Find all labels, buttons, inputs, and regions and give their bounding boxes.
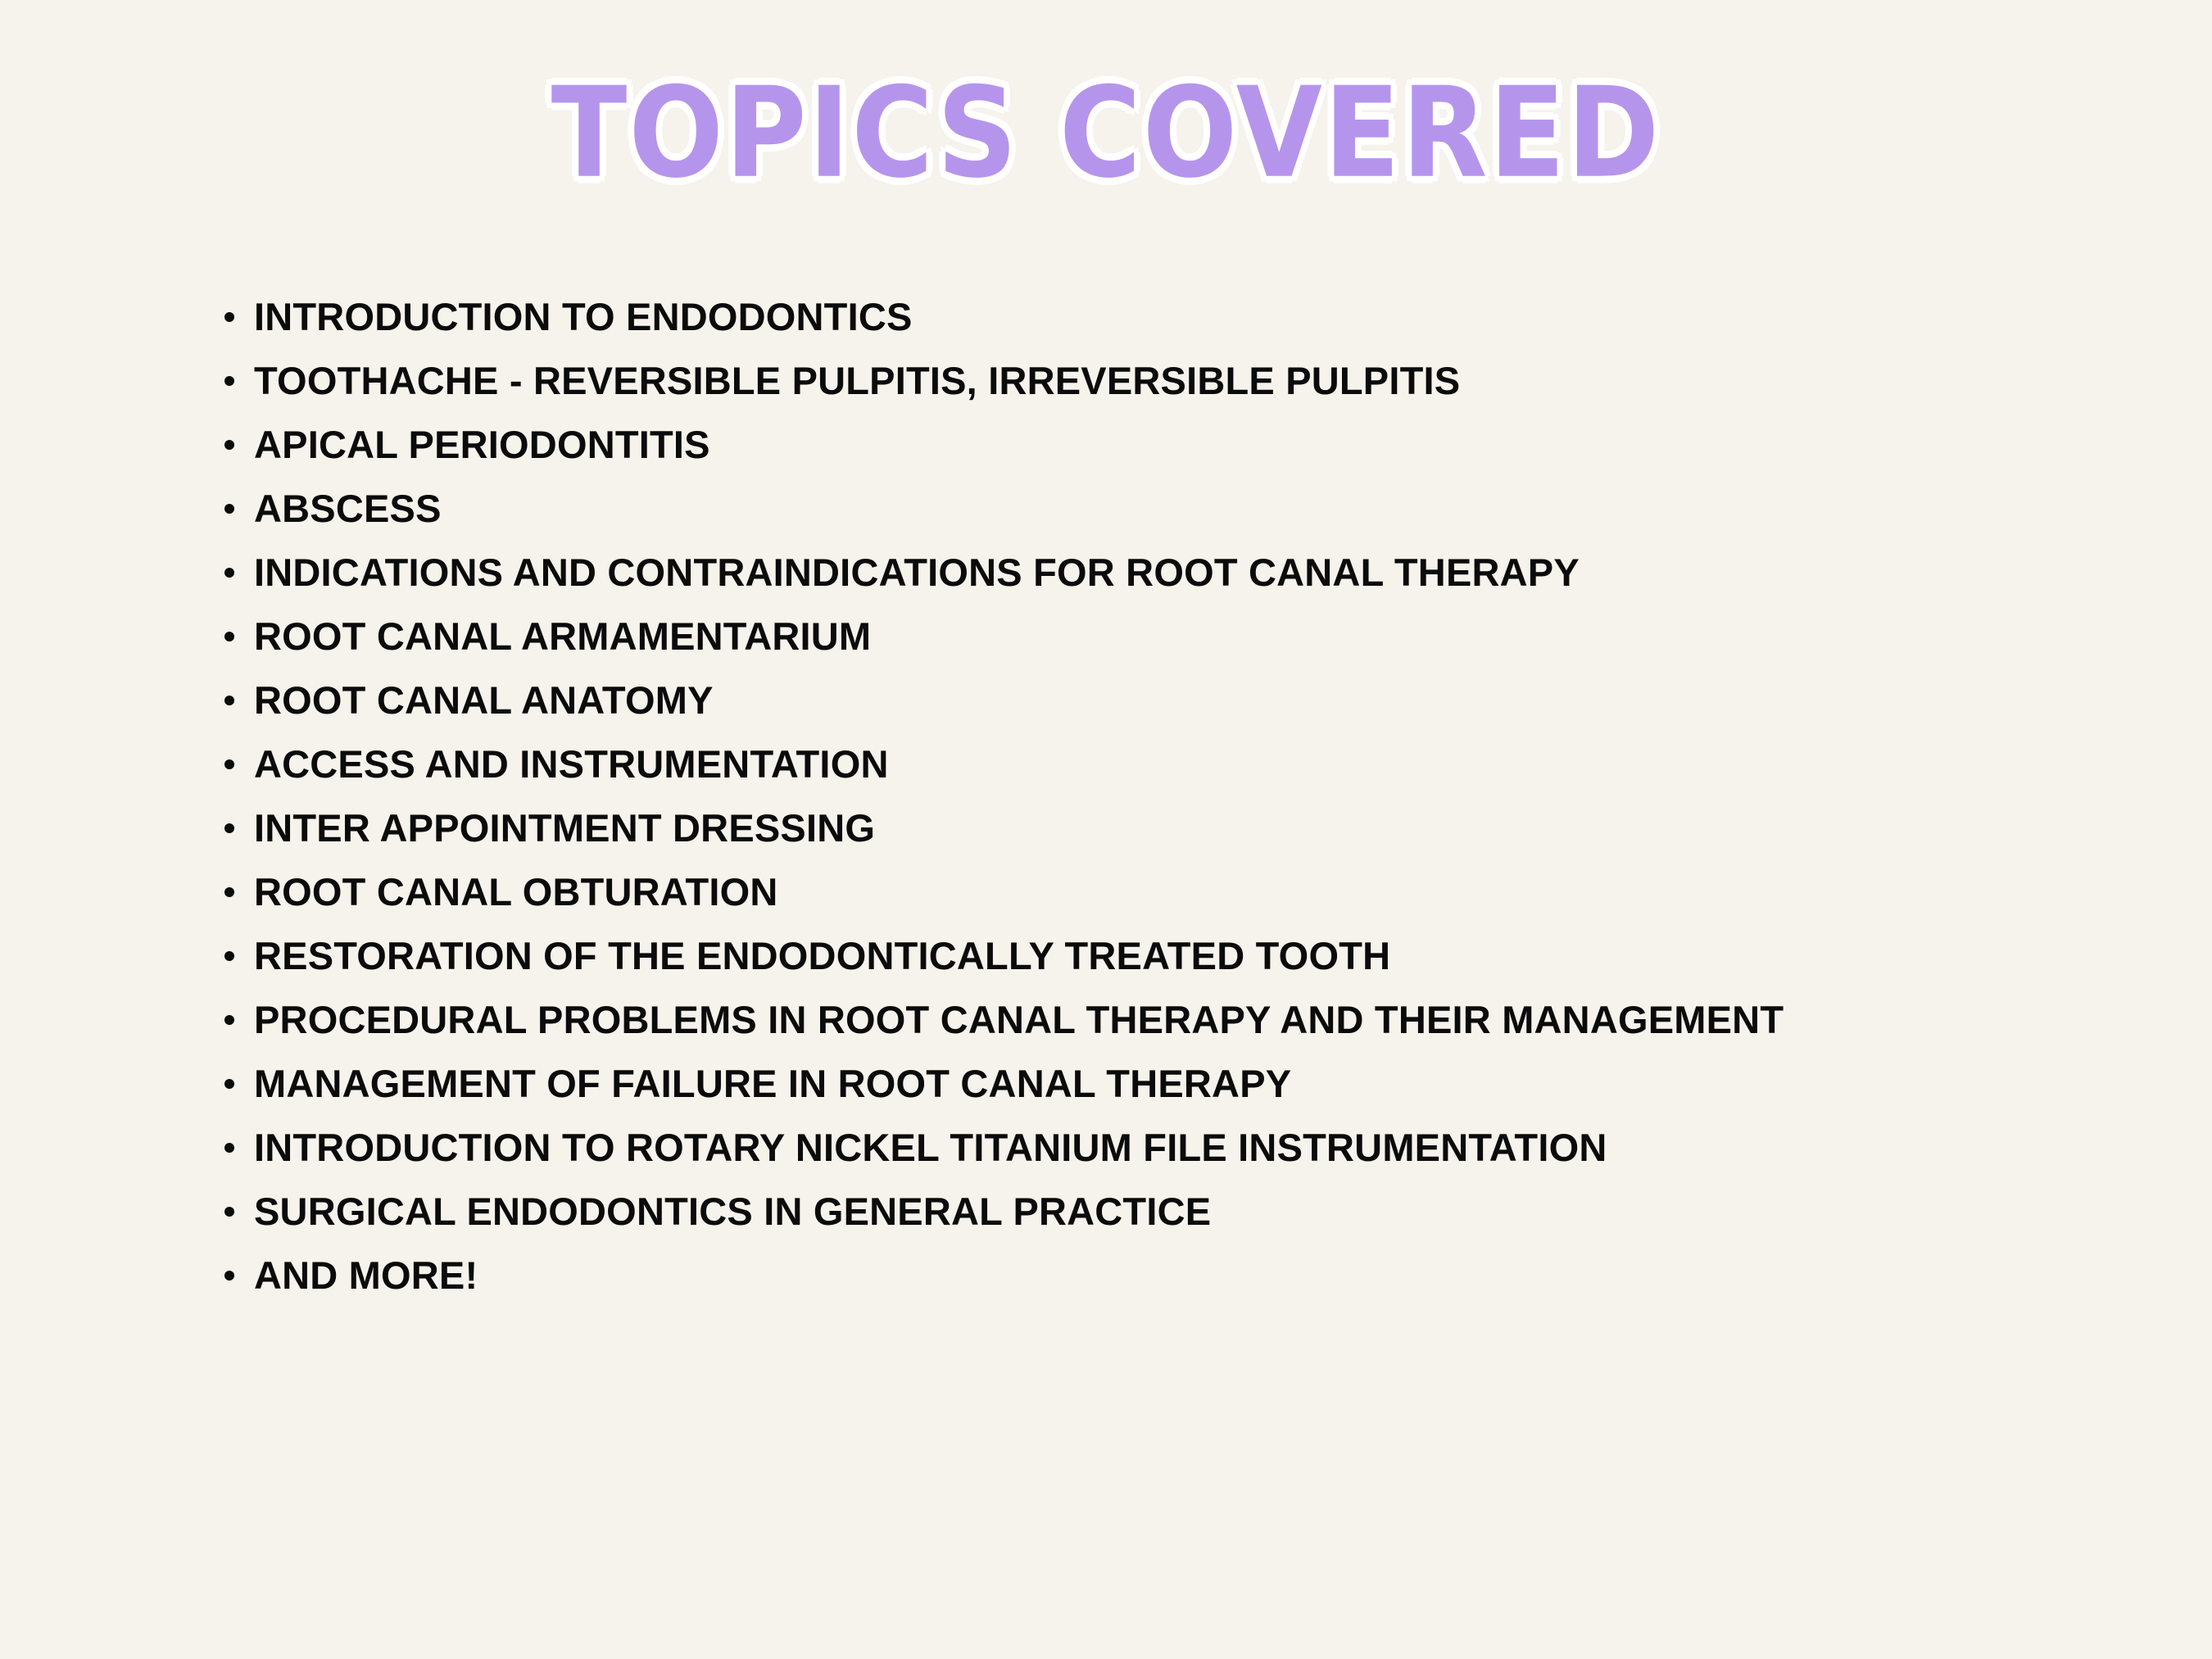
bullet-icon [224,1271,234,1281]
list-item [224,796,1784,860]
list-item [224,1244,1784,1308]
bullet-icon [224,887,234,897]
list-item-label: TOOTHACHE - REVERSIBLE PULPITIS, IRREVERSIBLE PULPITIS [254,359,1461,402]
bullet-icon [224,632,234,641]
list-item-label: ROOT CANAL OBTURATION [254,870,778,913]
bullet-icon [224,951,234,961]
list-item [224,924,1784,988]
bullet-icon [224,823,234,833]
list-item-label: INDICATIONS AND CONTRAINDICATIONS FOR ROOT CANAL THERAPY [254,551,1580,594]
list-item [224,1180,1784,1244]
bullet-icon [224,1015,234,1025]
list-item [224,605,1784,669]
bullet-icon [224,376,234,386]
list-item-label: SURGICAL ENDODONTICS IN GENERAL PRACTICE [254,1190,1212,1233]
list-item [224,413,1784,477]
list-item [224,732,1784,796]
list-item-label: PROCEDURAL PROBLEMS IN ROOT CANAL THERAPY AND THEIR MANAGEMENT [254,998,1784,1041]
bullet-icon [224,1079,234,1089]
topic-list [224,285,1784,1308]
list-item-label: ROOT CANAL ARMAMENTARIUM [254,614,872,658]
list-item-label: ABSCESS [254,487,442,530]
list-item [224,477,1784,541]
list-item-label: INTER APPOINTMENT DRESSING [254,806,876,850]
list-item [224,860,1784,924]
bullet-icon [224,1143,234,1153]
bullet-icon [224,759,234,769]
list-item [224,669,1784,732]
list-item-label: INTRODUCTION TO ENDODONTICS [254,295,913,338]
list-item-label: ROOT CANAL ANATOMY [254,678,714,722]
bullet-icon [224,504,234,514]
list-item-label: MANAGEMENT OF FAILURE IN ROOT CANAL THERAPY [254,1062,1292,1105]
list-item [224,285,1784,349]
bullet-icon [224,312,234,322]
list-item-label: AND MORE! [254,1253,478,1297]
list-item-label: RESTORATION OF THE ENDODONTICALLY TREATED TOOTH [254,934,1391,977]
list-item [224,1052,1784,1116]
list-item-label: INTRODUCTION TO ROTARY NICKEL TITANIUM FILE INSTRUMENTATION [254,1126,1607,1169]
page-title: TOPICS COVERED [551,61,1661,206]
list-item-label: ACCESS AND INSTRUMENTATION [254,742,889,786]
list-item [224,541,1784,605]
bullet-icon [224,1207,234,1217]
bullet-icon [224,568,234,578]
list-item [224,349,1784,413]
list-item [224,988,1784,1052]
list-item [224,1116,1784,1180]
bullet-icon [224,440,234,450]
bullet-icon [224,696,234,705]
list-item-label: APICAL PERIODONTITIS [254,423,710,466]
